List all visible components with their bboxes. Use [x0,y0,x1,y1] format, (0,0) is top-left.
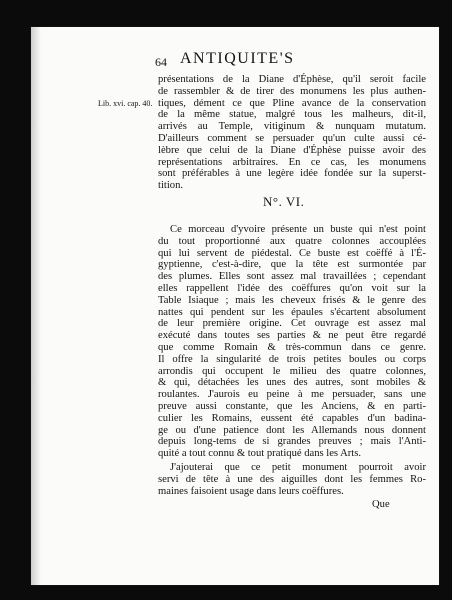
page-number: 64 [155,55,167,69]
text-line: roulantes. J'aurois eu peine à me persuader, sans une [158,389,426,401]
gutter-shadow [31,27,41,585]
text-line: de leur première origine. Cet ouvrage est assez mal [158,318,426,330]
text-line: lèbre que celui de la Diane d'Éphèse puisse avoir des [158,144,426,156]
text-line: tition. [158,180,184,192]
text-line: maines faisoient usage dans leurs coëffures. [158,485,344,497]
text-line: des plumes. Elles sont assez mal travaillées ; cependant [158,271,426,283]
text-line: de rassembler & de tirer des monumens les plus authen- [158,85,426,97]
text-line: de la même statue, malgré tous les malheurs, dit-il, [158,109,426,121]
text-line: depuis long-tems de si grandes preuves ; mais l'Anti- [158,436,426,448]
margin-note: Lib. xvi. cap. 40. [98,99,153,108]
running-head: ANTIQUITE'S [180,50,295,67]
text-line: gyptienne, c'est-à-dire, que la tête est surmontée par [158,259,426,271]
text-line: Table Isiaque ; mais les cheveux frisés & le genre des [158,294,426,306]
text-line: arrondis qui occupent le milieu des quatre colonnes, [158,365,426,377]
text-line: preuve aussi constante, que les Anciens, & en parti- [158,401,426,412]
text-line: J'ajouterai que ce petit monument pourroit avoir [170,462,426,473]
text-line: que comme Romain & très-commun dans ce genre. [158,342,426,353]
text-line: culier les Romains, eussent été capables d'un badina- [158,412,426,424]
text-line: nattes qui pendent sur les épaules s'écartent absolument [158,306,426,318]
text-line: elles rappellent l'idée des coëffures qu'on voit sur la [158,283,426,294]
text-line: qui lui servent de piédestal. Ce buste est coëffé à l'É- [158,247,426,259]
text-line: exécuté dans toutes ses parties & ne peut être regardé [158,330,426,342]
text-line: D'ailleurs comment se persuader qu'un culte aussi cé- [158,133,426,144]
text-line: & qui, détachées les unes des autres, sont mobiles & [158,377,426,389]
text-line: sont préférables à une legère idée fondée sur la superst- [158,168,426,180]
text-line: du tout proportionné aux quatre colonnes accouplées [158,235,426,247]
text-line: tiques, dément ce que Pline avance de la conservation [158,97,426,109]
text-line: présentations de la Diane d'Éphèse, qu'il seroit facile [158,74,426,85]
text-line: représentations arbitraires. En ce cas, les monumens [158,156,426,168]
text-line: quité a tout connu & tout pratiqué dans les Arts. [158,448,362,460]
text-line: Il offre la singularité de trois petites boules ou corps [158,353,426,365]
section-heading: N°. VI. [263,194,305,209]
text-line: ge ou d'une patience dont les Allemands nous donnent [158,424,426,436]
catchword: Que [372,499,390,511]
text-line: arrivés au Temple, vitiginum & nunquam mutatum. [158,121,426,133]
text-line: Ce morceau d'yvoire présente un buste qui n'est point [170,224,426,235]
text-line: servi de tête à une des aiguilles dont les femmes Ro- [158,473,426,485]
